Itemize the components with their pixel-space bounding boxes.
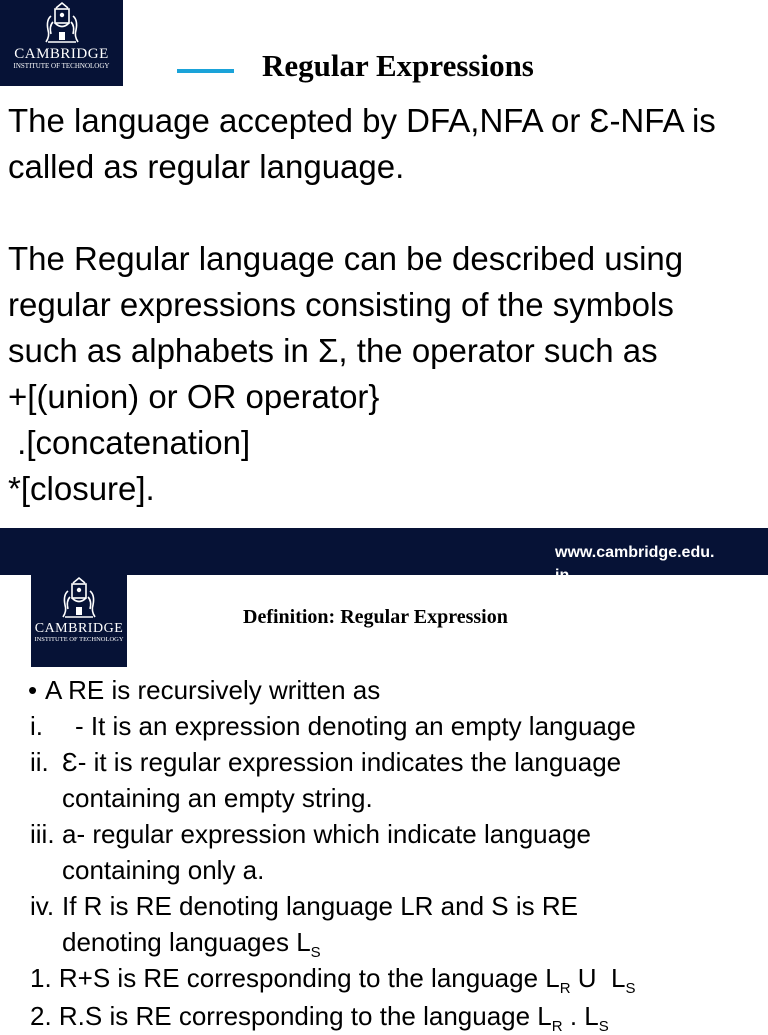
list-item (0, 744, 768, 780)
list-item (0, 888, 768, 924)
definition-title: Definition: Regular Expression (243, 606, 508, 628)
rule-1-prefix: 1. R+S is RE corresponding to the language L (30, 963, 560, 993)
body-line: such as alphabets in Σ, the operator such as (8, 332, 658, 369)
rule-2-prefix: 2. R.S is RE corresponding to the language L (30, 1001, 552, 1031)
body-line: called as regular language. (8, 148, 405, 185)
item-denoting-text: denoting languages L (62, 927, 311, 957)
rule-text (30, 960, 636, 996)
slide-title: Regular Expressions (262, 48, 534, 83)
item-text: containing only a. (62, 855, 265, 885)
item-marker: i. (30, 711, 43, 741)
list-item-continuation (0, 924, 768, 960)
logo-subtitle: INSTITUTE OF TECHNOLOGY (34, 636, 124, 643)
body-line: *[closure]. (8, 470, 155, 507)
paragraph-gap (8, 190, 758, 236)
list-item (0, 708, 768, 744)
rule-row (0, 998, 768, 1034)
slide-body (8, 98, 758, 512)
rule-row (0, 960, 768, 998)
crest-icon (40, 0, 84, 46)
logo-name: CAMBRIDGE (14, 46, 109, 62)
list-item-continuation (0, 780, 768, 816)
body-line: The Regular language can be described using (8, 240, 684, 277)
body-line: The language accepted by DFA,NFA or Ɛ-NFA is (8, 102, 716, 139)
bullet: • (28, 675, 38, 705)
list-item (0, 816, 768, 852)
body-line: +[(union) or OR operator} (8, 378, 380, 415)
definition-body (0, 672, 768, 1034)
footer-bar (0, 528, 768, 584)
crest-icon (57, 575, 101, 621)
rule-1-mid: U L (570, 963, 626, 993)
intro-row (0, 672, 768, 708)
logo-subtitle: INSTITUTE OF TECHNOLOGY (13, 62, 110, 70)
subscript-s: S (598, 1018, 609, 1035)
cambridge-logo (0, 0, 123, 86)
subscript-r: R (551, 1018, 563, 1035)
list-item-continuation (0, 852, 768, 888)
item-text: a- regular expression which indicate language (62, 819, 591, 849)
item-marker: iv. (30, 891, 55, 921)
body-line: regular expressions consisting of the symbols (8, 286, 674, 323)
subscript-s: S (310, 944, 321, 961)
rule-2-mid: . L (562, 1001, 599, 1031)
item-text: - It is an expression denoting an empty language (75, 711, 636, 741)
footer-url[interactable]: www.cambridge.edu.in (555, 544, 715, 584)
intro-text: A RE is recursively written as (45, 675, 381, 705)
subscript-r: R (559, 980, 571, 997)
title-accent-line (177, 69, 234, 73)
cambridge-logo-small (31, 575, 127, 667)
rule-text (30, 998, 609, 1034)
body-line: .[concatenation] (8, 424, 251, 461)
subscript-s: S (625, 980, 636, 997)
item-marker: ii. (30, 747, 49, 777)
logo-name: CAMBRIDGE (34, 621, 124, 636)
item-marker: iii. (30, 819, 55, 849)
item-text: containing an empty string. (62, 783, 373, 813)
item-text (62, 924, 321, 960)
item-text: If R is RE denoting language LR and S is RE (62, 891, 578, 921)
item-text: Ɛ- it is regular expression indicates the language (62, 747, 622, 777)
